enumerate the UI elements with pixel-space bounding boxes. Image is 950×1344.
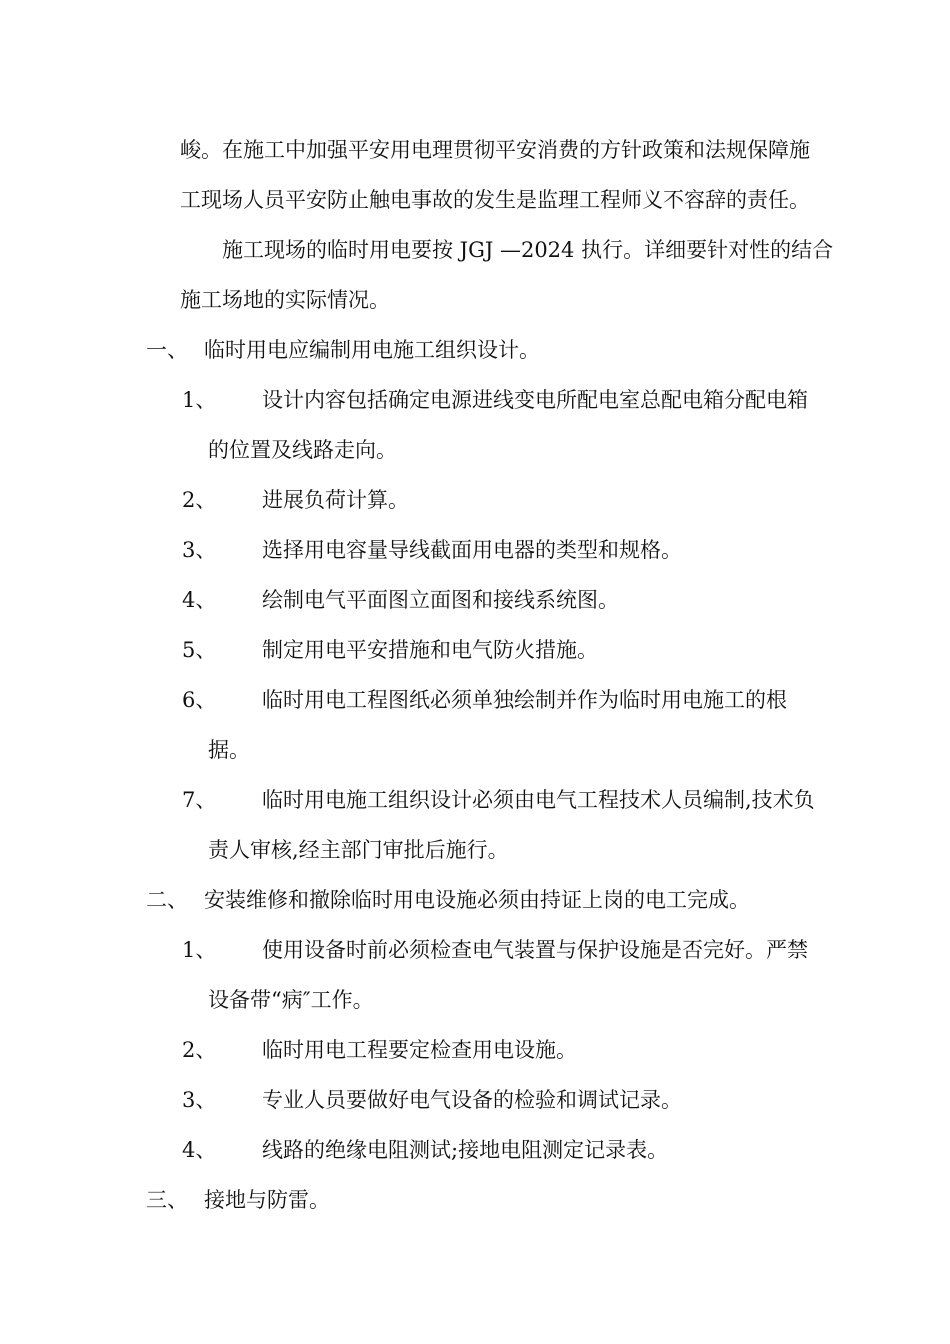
s1-item-5-text: 制定用电平安措施和电气防火措施。 xyxy=(262,638,598,662)
s1-item-4-num: 4、 xyxy=(182,588,217,612)
intro-line-4: 施工场地的实际情况。 xyxy=(180,288,390,312)
s2-item-1-num: 1、 xyxy=(182,938,217,962)
section-3-marker: 三、 xyxy=(146,1188,188,1212)
s1-item-1-text: 设计内容包括确定电源进线变电所配电室总配电箱分配电箱 xyxy=(262,388,808,412)
s1-item-7-num: 7、 xyxy=(182,788,217,812)
s1-item-5-num: 5、 xyxy=(182,638,217,662)
intro-line-3: 施工现场的临时用电要按 JGJ —2024 执行。详细要针对性的结合 xyxy=(222,238,834,262)
s1-item-3-num: 3、 xyxy=(182,538,217,562)
s2-item-3-text: 专业人员要做好电气设备的检验和调试记录。 xyxy=(262,1088,682,1112)
section-2-title: 安装维修和撤除临时用电设施必须由持证上岗的电工完成。 xyxy=(204,888,750,912)
s1-item-6-text: 临时用电工程图纸必须单独绘制并作为临时用电施工的根 xyxy=(262,688,787,712)
s1-item-1-cont: 的位置及线路走向。 xyxy=(208,438,397,462)
s2-item-4-num: 4、 xyxy=(182,1138,217,1162)
s1-item-6-num: 6、 xyxy=(182,688,217,712)
section-3-title: 接地与防雷。 xyxy=(204,1188,330,1212)
s2-item-1-text: 使用设备时前必须检查电气装置与保护设施是否完好。严禁 xyxy=(262,938,808,962)
s2-item-4-text: 线路的绝缘电阻测试;接地电阻测定记录表。 xyxy=(262,1138,669,1162)
intro-line-1: 峻。在施工中加强平安用电理贯彻平安消费的方针政策和法规保障施 xyxy=(180,138,810,162)
s2-item-3-num: 3、 xyxy=(182,1088,217,1112)
s2-item-2-num: 2、 xyxy=(182,1038,217,1062)
s1-item-3-text: 选择用电容量导线截面用电器的类型和规格。 xyxy=(262,538,682,562)
section-2-marker: 二、 xyxy=(146,888,188,912)
s1-item-2-num: 2、 xyxy=(182,488,217,512)
s1-item-7-cont: 责人审核,经主部门审批后施行。 xyxy=(208,838,509,862)
intro-line-2: 工现场人员平安防止触电事故的发生是监理工程师义不容辞的责任。 xyxy=(180,188,810,212)
s1-item-6-cont: 据。 xyxy=(208,738,250,762)
s1-item-1-num: 1、 xyxy=(182,388,217,412)
s2-item-2-text: 临时用电工程要定检查用电设施。 xyxy=(262,1038,577,1062)
section-1-marker: 一、 xyxy=(146,338,188,362)
s1-item-4-text: 绘制电气平面图立面图和接线系统图。 xyxy=(262,588,619,612)
section-1-title: 临时用电应编制用电施工组织设计。 xyxy=(204,338,540,362)
s1-item-2-text: 进展负荷计算。 xyxy=(262,488,409,512)
s1-item-7-text: 临时用电施工组织设计必须由电气工程技术人员编制,技术负 xyxy=(262,788,815,812)
s2-item-1-cont: 设备带“病″工作。 xyxy=(208,988,374,1012)
